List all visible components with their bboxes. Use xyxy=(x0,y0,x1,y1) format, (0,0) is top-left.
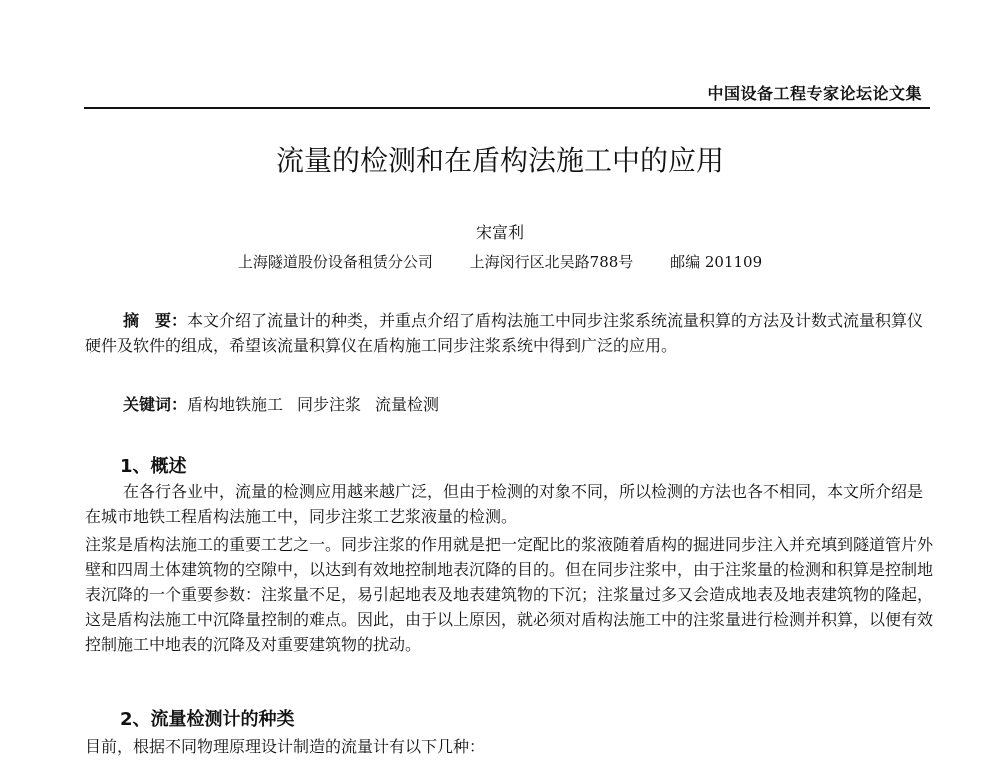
abstract-label: 摘 要： xyxy=(123,311,188,330)
affiliation-postcode: 邮编 201109 xyxy=(670,253,763,271)
section-paragraph: 在各行各业中，流量的检测应用越来越广泛，但由于检测的对象不同，所以检测的方法也各不相同，本文所介绍是在城市地铁工程盾构法施工中，同步注浆工艺浆液量的检测。 xyxy=(85,482,924,526)
keyword-item: 同步注浆 xyxy=(297,395,362,414)
affiliation-line xyxy=(0,251,1000,273)
journal-title: 中国设备工程专家论坛论文集 xyxy=(707,84,922,103)
abstract xyxy=(85,308,935,358)
header-rule xyxy=(84,107,930,109)
affiliation-org: 上海隧道股份设备租赁分公司 xyxy=(237,253,433,271)
section-paragraph: 注浆是盾构法施工的重要工艺之一。同步注浆的作用就是把一定配比的浆液随着盾构的掘进同步注入并充填到隧道管片外壁和四周土体建筑物的空隙中，以达到有效地控制地表沉降的目的。但在同步注浆中，由于注浆量的检测和积算是控制地表沉降的一个重要参数：注浆量不足，易引起地表及地表建筑物的下沉；注浆量过多又会造成地表及地表建筑物的隆起，这是盾构法施工中沉降量控制的难点。因此，由于以上原因，就必须对盾构法施工中的注浆量进行检测并积算，以便有效控制施工中地表的沉降及对重要建筑物的扰动。 xyxy=(85,535,934,654)
keyword-item: 流量检测 xyxy=(375,395,440,414)
section-paragraph: 目前，根据不同物理原理设计制造的流量计有以下几种： xyxy=(85,737,486,756)
section-heading: 2、流量检测计的种类 xyxy=(120,709,295,730)
keyword-item: 盾构地铁施工 xyxy=(187,395,284,414)
abstract-text: 本文介绍了流量计的种类，并重点介绍了盾构法施工中同步注浆系统流量积算的方法及计数式流量积算仪硬件及软件的组成，希望该流量积算仪在盾构施工同步注浆系统中得到广泛的应用。 xyxy=(85,311,924,355)
section-heading: 1、概述 xyxy=(120,456,187,477)
paper-title: 流量的检测和在盾构法施工中的应用 xyxy=(275,144,724,177)
keywords-label: 关键词： xyxy=(123,395,188,414)
author-name: 宋富利 xyxy=(475,223,524,242)
affiliation-address: 上海闵行区北吴路788号 xyxy=(469,253,634,271)
keywords xyxy=(85,392,935,417)
